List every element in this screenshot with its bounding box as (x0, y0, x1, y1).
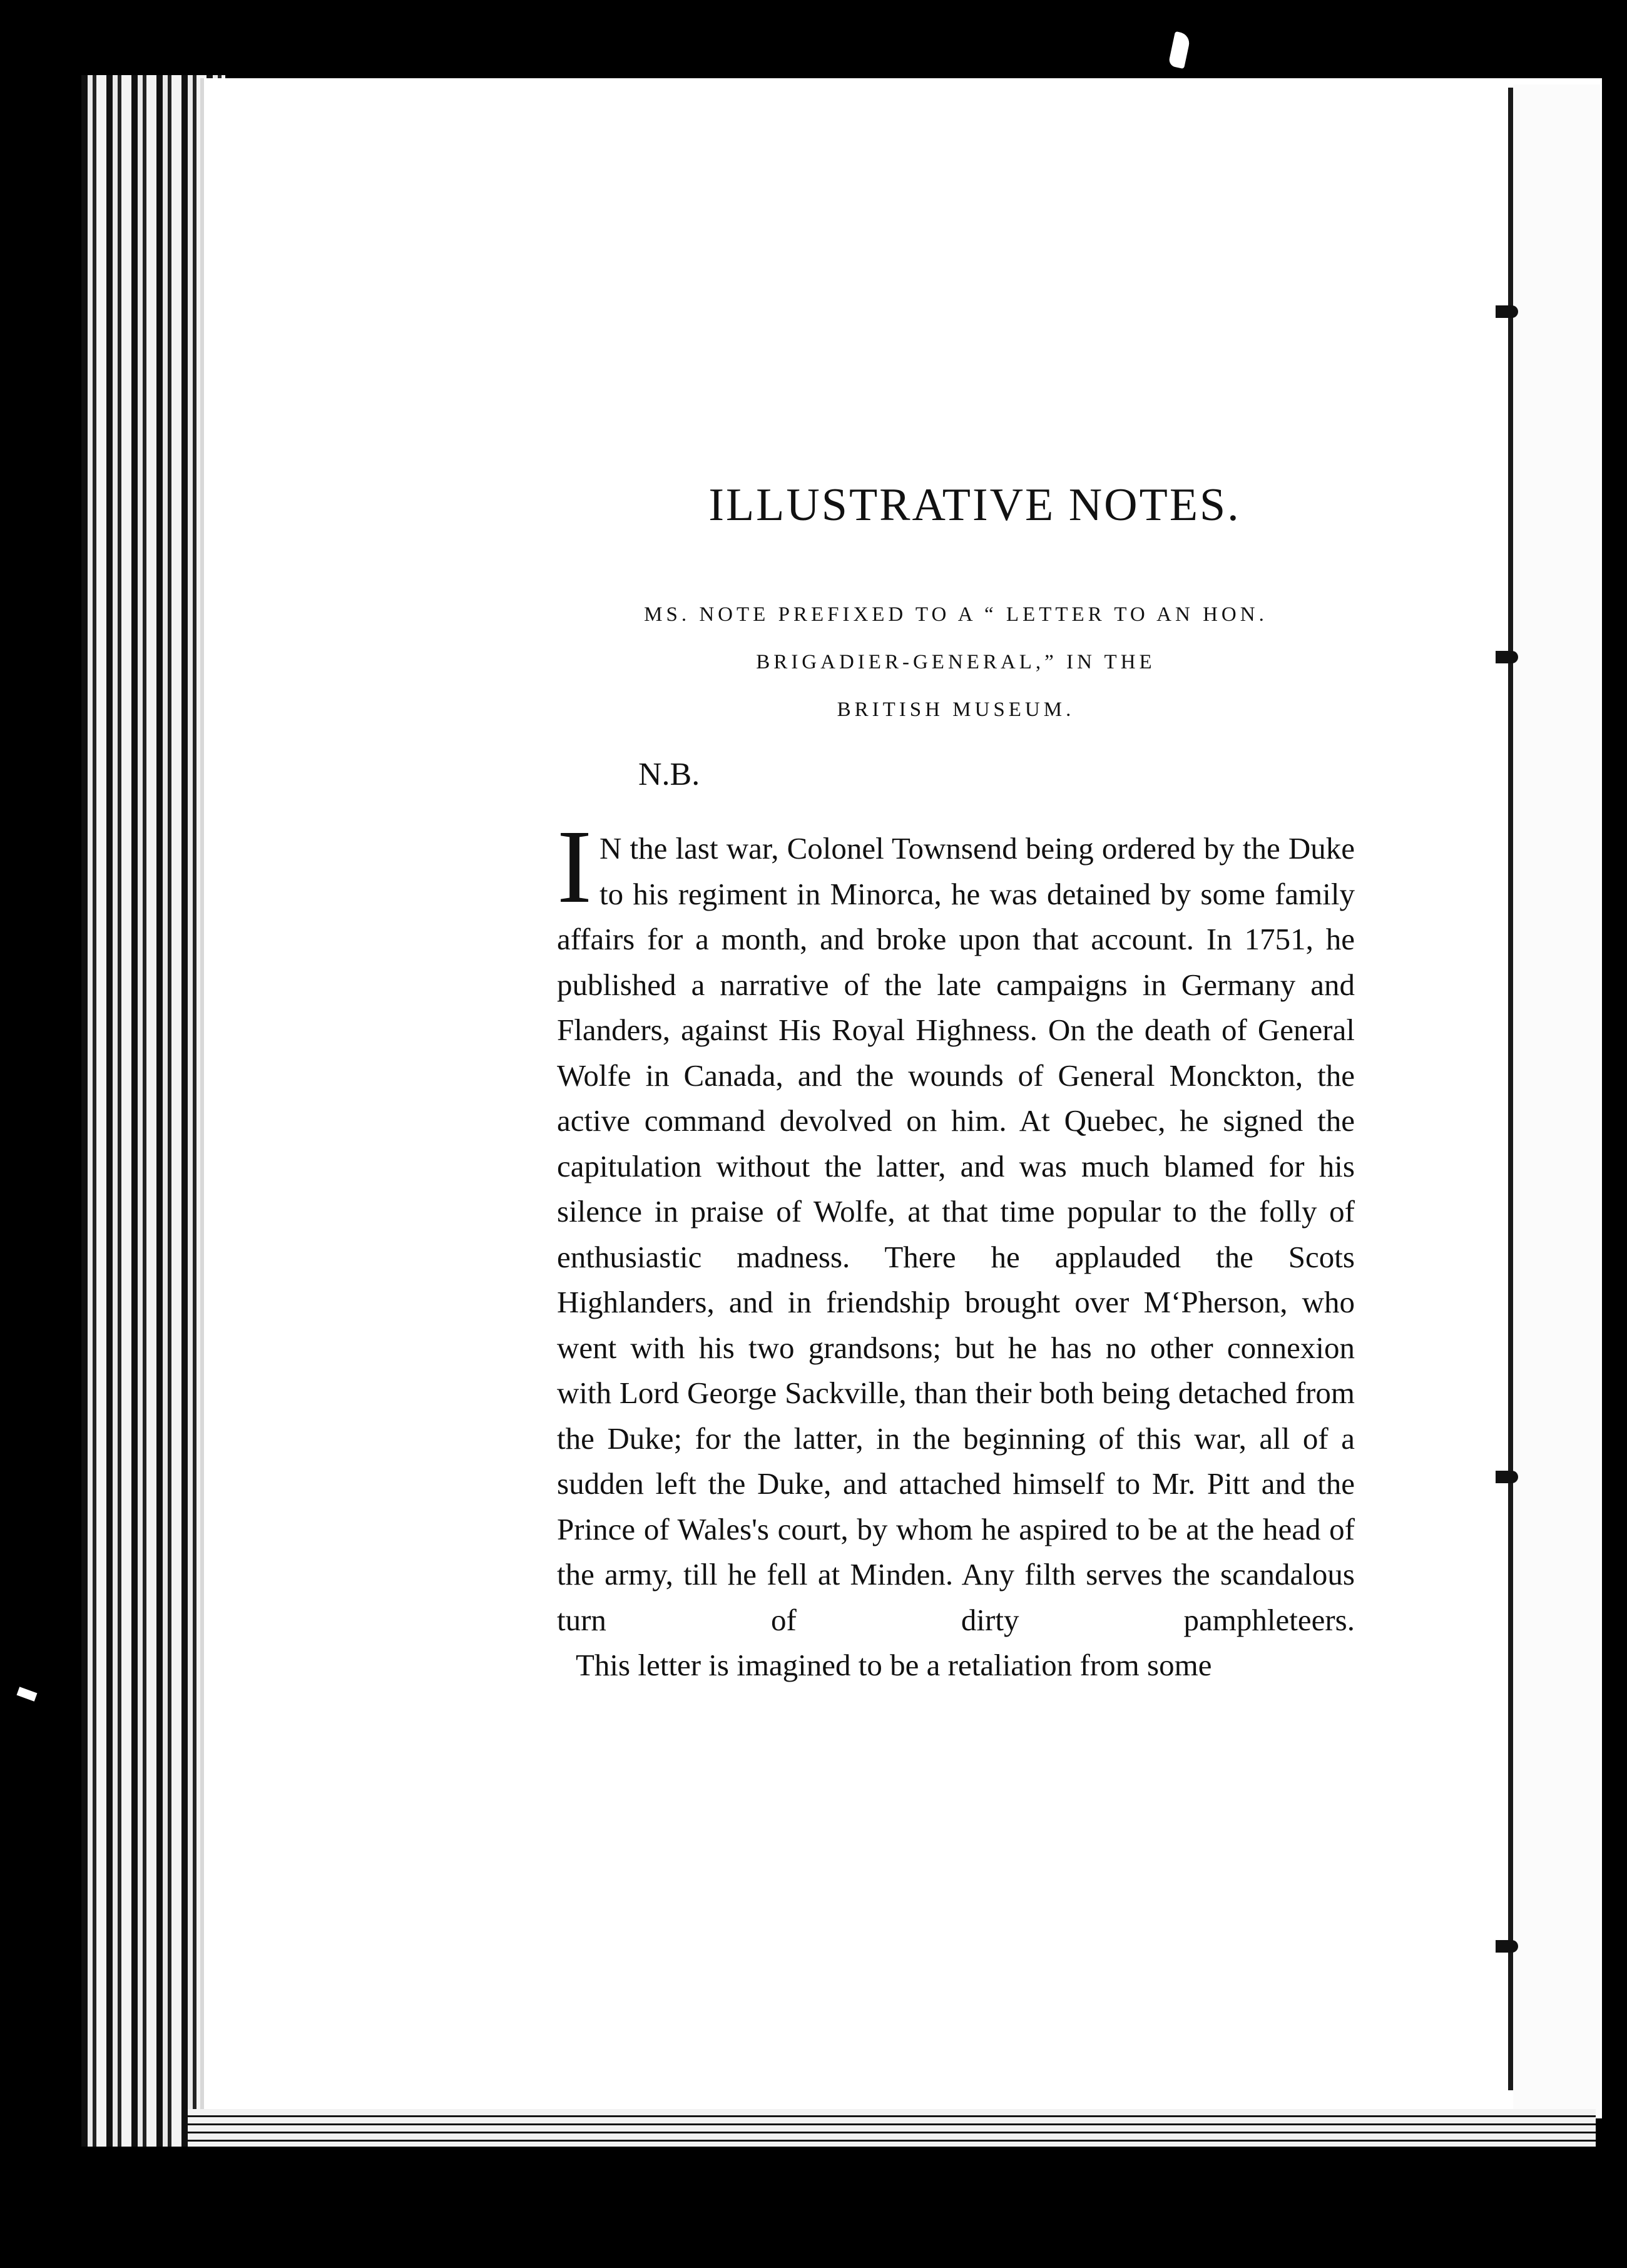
binding-mark (1496, 1471, 1518, 1483)
note-subheading: MS. NOTE PREFIXED TO A “ LETTER TO AN HON. BRIGADIER-GENERAL,” IN THE BRITISH MUSEUM. (644, 603, 1268, 721)
binding-mark (1496, 651, 1518, 663)
binding-mark (1496, 305, 1518, 318)
scan-corner-mark (1168, 31, 1191, 69)
facing-page-strip (1513, 84, 1601, 2118)
body-paragraph-continuation: This letter is imagined to be a retaliation from some (576, 1648, 1212, 1682)
document-text (557, 479, 1355, 1688)
nb-label: N.B. (638, 757, 700, 792)
scan-edge-mark (17, 1687, 38, 1701)
body-paragraph: IN the last war, Colonel Townsend being ordered by the Duke to his regiment in Minorca, he was detained by some family affairs for a month, and broke upon that account. In 1751, he published a narrative of the late campaigns in Germany and Flanders, against His Royal Highness. On the death of General Wolfe in Canada, and the wounds of General Monckton, the active command devolved on him. At Quebec, he signed the capitulation without the latter, and was much blamed for his silence in praise of Wolfe, at that time popular to the folly of enthusiastic madness. There he applauded the Scots Highlanders, and in friendship brought over M‘Pherson, who went with his two grandsons; but he has no other connexion with Lord George Sackville, than their both being detached from the Duke; for the latter, in the beginning of this war, all of a sudden left the Duke, and attached himself to Mr. Pitt and the Prince of Wales's court, by whom he aspired to be at the head of the army, till he fell at Minden. Any filth serves the scandalous turn of dirty pamphleteers. (557, 809, 1355, 1637)
book-bottom-edges (188, 2109, 1596, 2147)
binding-mark (1496, 1940, 1518, 1953)
page-gutter-line (1508, 88, 1513, 2090)
page-title: ILLUSTRATIVE NOTES. (708, 479, 1241, 531)
